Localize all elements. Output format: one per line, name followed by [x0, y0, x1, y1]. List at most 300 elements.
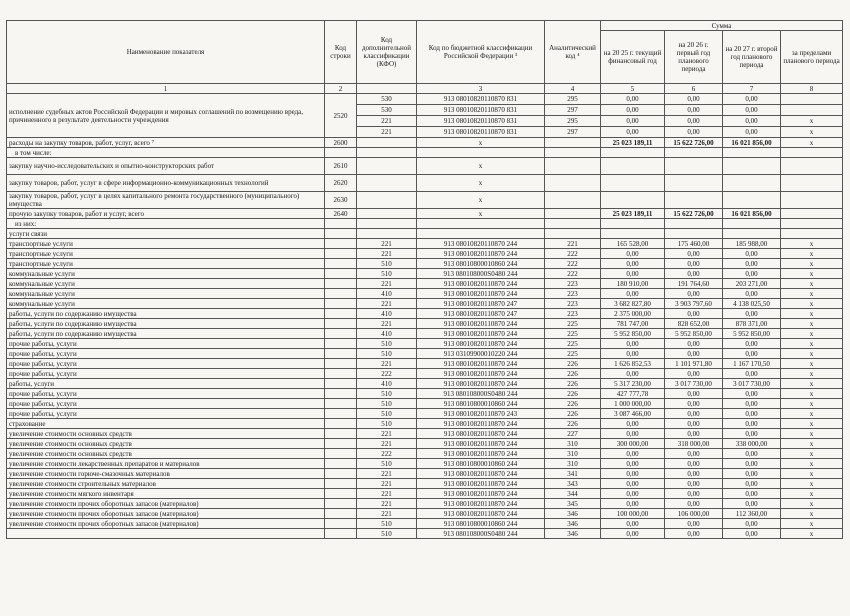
analytic-cell: 226 [545, 369, 601, 379]
table-row [7, 148, 843, 158]
table-row [7, 509, 843, 519]
column-number: 3 [417, 84, 545, 94]
year2-cell: 318 000,00 [665, 439, 723, 449]
year1-cell: 0,00 [601, 127, 665, 138]
row-name: работы, услуги по содержанию имущества [7, 319, 325, 329]
year2-cell: 106 000,00 [665, 509, 723, 519]
year3-cell: 0,00 [723, 459, 781, 469]
year1-cell: 3 682 827,80 [601, 299, 665, 309]
row-name: увеличение стоимости прочих оборотных запасов (материалов) [7, 499, 325, 509]
row-name: прочие работы, услуги [7, 359, 325, 369]
analytic-cell: 343 [545, 479, 601, 489]
analytic-cell: 222 [545, 249, 601, 259]
table-row [7, 249, 843, 259]
row-code [325, 359, 357, 369]
header-analytic: Аналитический код ⁴ [545, 21, 601, 84]
main-section [7, 138, 843, 239]
kfo-cell: 221 [357, 127, 417, 138]
bk-cell: 913 08010820110870 244 [417, 289, 545, 299]
kfo-cell: 510 [357, 339, 417, 349]
kfo-cell: 510 [357, 409, 417, 419]
table-row [7, 489, 843, 499]
table-row [7, 339, 843, 349]
row-name: увеличение стоимости основных средств [7, 429, 325, 439]
code-cell: 2600 [325, 138, 357, 148]
y4-cell [781, 192, 843, 209]
row-name: страхование [7, 419, 325, 429]
kfo-cell: 221 [357, 359, 417, 369]
year1-cell: 0,00 [601, 419, 665, 429]
analytic-cell: 226 [545, 359, 601, 369]
analytic-cell: 226 [545, 379, 601, 389]
table-row [7, 289, 843, 299]
year3-cell: 0,00 [723, 259, 781, 269]
table-row [7, 459, 843, 469]
bk-cell: 913 03109900010220 244 [417, 349, 545, 359]
year1-cell: 300 000,00 [601, 439, 665, 449]
analytic-cell: 345 [545, 499, 601, 509]
kfo-cell: 510 [357, 269, 417, 279]
kfo-cell: 510 [357, 389, 417, 399]
bk-cell [417, 148, 545, 158]
row-name: транспортные услуги [7, 239, 325, 249]
row-code [325, 449, 357, 459]
year2-cell: 0,00 [665, 529, 723, 539]
year2-cell: 828 652,00 [665, 319, 723, 329]
y1-cell: 25 023 189,11 [601, 209, 665, 219]
kfo-cell: 221 [357, 279, 417, 289]
year2-cell: 0,00 [665, 499, 723, 509]
y3-cell: 16 021 856,00 [723, 209, 781, 219]
kfo-cell: 221 [357, 239, 417, 249]
beyond-cell: х [781, 359, 843, 369]
row-name: закупку научно-исследовательских и опытно-конструкторских работ [7, 158, 325, 175]
analytic-cell: 346 [545, 519, 601, 529]
kfo-cell [357, 148, 417, 158]
year3-cell: 0,00 [723, 419, 781, 429]
table-row [7, 409, 843, 419]
year2-cell: 0,00 [665, 269, 723, 279]
row-name: закупку товаров, работ, услуг в целях капитального ремонта государственного (муниципального) имущества [7, 192, 325, 209]
bk-cell: 913 08010820110870 247 [417, 299, 545, 309]
code-cell: 2640 [325, 209, 357, 219]
header-kfo: Код дополнительной классификации (КФО) [357, 21, 417, 84]
analytic-cell: 225 [545, 319, 601, 329]
y4-cell [781, 148, 843, 158]
year3-cell: 0,00 [723, 499, 781, 509]
beyond-cell: х [781, 419, 843, 429]
row-name: прочую закупку товаров, работ и услуг, всего [7, 209, 325, 219]
row-name [7, 529, 325, 539]
table-row [7, 309, 843, 319]
y2-cell: 15 622 726,00 [665, 138, 723, 148]
row-code [325, 499, 357, 509]
row-code [325, 379, 357, 389]
code-cell: 2610 [325, 158, 357, 175]
kfo-cell: 510 [357, 349, 417, 359]
bk-cell: 913 08010820110870 244 [417, 379, 545, 389]
year1-cell: 0,00 [601, 249, 665, 259]
row-name: в том числе: [7, 148, 325, 158]
row-code [325, 259, 357, 269]
beyond-cell: х [781, 439, 843, 449]
table-row [7, 399, 843, 409]
kfo-cell: 410 [357, 329, 417, 339]
year1-cell: 0,00 [601, 429, 665, 439]
table-row [7, 94, 843, 105]
year2-cell: 0,00 [665, 127, 723, 138]
analytic-cell: 297 [545, 105, 601, 116]
table-row [7, 519, 843, 529]
year3-cell: 0,00 [723, 349, 781, 359]
kfo-cell [357, 219, 417, 229]
year3-cell: 0,00 [723, 105, 781, 116]
table-row [7, 299, 843, 309]
kfo-cell: 510 [357, 519, 417, 529]
row-code [325, 519, 357, 529]
row-name: увеличение стоимости лекарственных препаратов и материалов [7, 459, 325, 469]
y4-cell [781, 229, 843, 239]
y2-cell [665, 192, 723, 209]
row-name: увеличение стоимости прочих оборотных запасов (материалов) [7, 509, 325, 519]
year3-cell: 0,00 [723, 369, 781, 379]
kfo-cell: 410 [357, 379, 417, 389]
analytic-cell: 222 [545, 259, 601, 269]
year3-cell: 5 952 850,00 [723, 329, 781, 339]
y4-cell: х [781, 138, 843, 148]
table-row [7, 529, 843, 539]
y1-cell [601, 192, 665, 209]
year1-cell: 165 528,00 [601, 239, 665, 249]
kfo-cell: 221 [357, 499, 417, 509]
beyond-cell: х [781, 309, 843, 319]
year2-cell: 0,00 [665, 349, 723, 359]
year2-cell: 0,00 [665, 389, 723, 399]
year1-cell: 781 747,00 [601, 319, 665, 329]
beyond-cell: х [781, 499, 843, 509]
year2-cell: 0,00 [665, 289, 723, 299]
header-year2: на 20 26 г. первый год планового периода [665, 31, 723, 84]
kfo-cell: 510 [357, 419, 417, 429]
column-number: 1 [7, 84, 325, 94]
year3-cell: 0,00 [723, 116, 781, 127]
bk-cell: 913 08010820110870 244 [417, 439, 545, 449]
table-row [7, 319, 843, 329]
kfo-cell [357, 175, 417, 192]
beyond-cell: х [781, 339, 843, 349]
y1-cell [601, 175, 665, 192]
an-cell [545, 148, 601, 158]
table-row [7, 158, 843, 175]
beyond-cell: х [781, 379, 843, 389]
kfo-cell [357, 192, 417, 209]
y3-cell [723, 158, 781, 175]
header-year1: на 20 25 г. текущий финансовый год [601, 31, 665, 84]
year2-cell: 0,00 [665, 116, 723, 127]
year1-cell: 427 777,78 [601, 389, 665, 399]
code-cell [325, 229, 357, 239]
bk-cell: 913 08010820110870 244 [417, 499, 545, 509]
beyond-cell: х [781, 299, 843, 309]
y4-cell [781, 209, 843, 219]
analytic-cell: 226 [545, 419, 601, 429]
kfo-cell [357, 138, 417, 148]
table-row [7, 479, 843, 489]
kfo-cell: 410 [357, 309, 417, 319]
column-number [357, 84, 417, 94]
beyond-cell: х [781, 519, 843, 529]
table-row [7, 379, 843, 389]
row-name: коммунальные услуги [7, 269, 325, 279]
analytic-cell: 310 [545, 459, 601, 469]
year1-cell: 0,00 [601, 519, 665, 529]
year3-cell: 0,00 [723, 269, 781, 279]
bk-cell: 913 08010820110870 243 [417, 409, 545, 419]
analytic-cell: 226 [545, 389, 601, 399]
kfo-cell: 221 [357, 509, 417, 519]
year3-cell: 185 988,00 [723, 239, 781, 249]
year3-cell: 0,00 [723, 399, 781, 409]
year3-cell: 203 271,00 [723, 279, 781, 289]
budget-table [6, 20, 843, 539]
year2-cell: 3 903 797,60 [665, 299, 723, 309]
kfo-cell: 221 [357, 479, 417, 489]
year1-cell: 0,00 [601, 489, 665, 499]
beyond-cell: х [781, 289, 843, 299]
bk-cell: 913 08010820110870 244 [417, 239, 545, 249]
y1-cell [601, 219, 665, 229]
beyond-cell: х [781, 127, 843, 138]
row-code [325, 299, 357, 309]
beyond-cell: х [781, 329, 843, 339]
kfo-cell [357, 229, 417, 239]
beyond-cell: х [781, 389, 843, 399]
table-row [7, 209, 843, 219]
row-name: увеличение стоимости основных средств [7, 439, 325, 449]
beyond-cell: х [781, 459, 843, 469]
kfo-cell: 510 [357, 259, 417, 269]
bk-cell: х [417, 138, 545, 148]
row-name: увеличение стоимости мягкого инвентаря [7, 489, 325, 499]
year2-cell: 0,00 [665, 94, 723, 105]
column-numbers-row [7, 84, 843, 94]
year3-cell: 0,00 [723, 469, 781, 479]
bk-cell: 913 08010820110870 244 [417, 369, 545, 379]
an-cell [545, 219, 601, 229]
row-code [325, 419, 357, 429]
header-bk: Код по бюджетной классификации Российской Федерации ³ [417, 21, 545, 84]
bk-cell: 913 08010820110870 831 [417, 127, 545, 138]
kfo-cell: 221 [357, 299, 417, 309]
analytic-cell: 310 [545, 449, 601, 459]
beyond-cell: х [781, 249, 843, 259]
analytic-cell: 310 [545, 439, 601, 449]
beyond-cell: х [781, 489, 843, 499]
kfo-cell: 530 [357, 94, 417, 105]
year1-cell: 0,00 [601, 94, 665, 105]
year2-cell: 5 952 850,00 [665, 329, 723, 339]
bk-cell: 913 08010820110870 247 [417, 309, 545, 319]
analytic-cell: 223 [545, 309, 601, 319]
year3-cell: 0,00 [723, 289, 781, 299]
row-code [325, 319, 357, 329]
table-row [7, 499, 843, 509]
kfo-cell [357, 209, 417, 219]
bk-cell: 913 08010820110870 244 [417, 479, 545, 489]
year2-cell: 0,00 [665, 249, 723, 259]
an-cell [545, 158, 601, 175]
year1-cell: 0,00 [601, 479, 665, 489]
row-name: прочие работы, услуги [7, 339, 325, 349]
bk-cell [417, 219, 545, 229]
table-row [7, 349, 843, 359]
beyond-cell [781, 105, 843, 116]
year3-cell: 338 000,00 [723, 439, 781, 449]
year2-cell: 0,00 [665, 409, 723, 419]
row-code [325, 249, 357, 259]
beyond-cell: х [781, 509, 843, 519]
table-row [7, 449, 843, 459]
beyond-cell: х [781, 449, 843, 459]
year2-cell: 1 101 971,80 [665, 359, 723, 369]
kfo-cell: 221 [357, 469, 417, 479]
y4-cell [781, 158, 843, 175]
kfo-cell: 510 [357, 529, 417, 539]
kfo-cell [357, 158, 417, 175]
beyond-cell: х [781, 269, 843, 279]
row-name: коммунальные услуги [7, 289, 325, 299]
kfo-cell: 221 [357, 249, 417, 259]
analytic-cell: 297 [545, 127, 601, 138]
analytic-cell: 227 [545, 429, 601, 439]
row-code [325, 329, 357, 339]
bk-cell: 913 08010820110870 244 [417, 249, 545, 259]
year2-cell: 0,00 [665, 339, 723, 349]
year2-cell: 0,00 [665, 459, 723, 469]
beyond-cell: х [781, 349, 843, 359]
header-beyond: за пределами планового периода [781, 31, 843, 84]
analytic-cell: 295 [545, 94, 601, 105]
year2-cell: 0,00 [665, 369, 723, 379]
row-code [325, 279, 357, 289]
analytic-cell: 226 [545, 399, 601, 409]
year1-cell: 5 952 850,00 [601, 329, 665, 339]
year1-cell: 0,00 [601, 459, 665, 469]
column-number: 5 [601, 84, 665, 94]
row-name: закупку товаров, работ, услуг в сфере информационно-коммуникационных технологий [7, 175, 325, 192]
table-row [7, 369, 843, 379]
row-name: увеличение стоимости основных средств [7, 449, 325, 459]
row-name: увеличение стоимости горюче-смазочных материалов [7, 469, 325, 479]
table-row [7, 359, 843, 369]
row-code [325, 339, 357, 349]
code-cell: 2630 [325, 192, 357, 209]
bk-cell: 913 08010820110870 244 [417, 339, 545, 349]
year3-cell: 0,00 [723, 479, 781, 489]
an-cell [545, 175, 601, 192]
row-name: прочие работы, услуги [7, 399, 325, 409]
beyond-cell: х [781, 399, 843, 409]
y2-cell [665, 229, 723, 239]
kfo-cell: 221 [357, 439, 417, 449]
court-section [7, 94, 843, 138]
budget-table-page [6, 20, 842, 539]
y2-cell [665, 175, 723, 192]
row-name: расходы на закупку товаров, работ, услуг, всего ⁷ [7, 138, 325, 148]
year1-cell: 2 375 000,00 [601, 309, 665, 319]
column-number: 4 [545, 84, 601, 94]
row-code [325, 309, 357, 319]
y4-cell [781, 219, 843, 229]
analytic-cell: 223 [545, 279, 601, 289]
bk-cell: х [417, 209, 545, 219]
year3-cell: 0,00 [723, 94, 781, 105]
analytic-cell: 225 [545, 349, 601, 359]
bk-cell: 913 08010820110870 831 [417, 94, 545, 105]
beyond-cell: х [781, 319, 843, 329]
header-year3: на 20 27 г. второй год планового периода [723, 31, 781, 84]
y2-cell [665, 148, 723, 158]
kfo-cell: 510 [357, 399, 417, 409]
table-row [7, 429, 843, 439]
year3-cell: 0,00 [723, 519, 781, 529]
row-name: прочие работы, услуги [7, 349, 325, 359]
kfo-cell: 221 [357, 116, 417, 127]
y3-cell [723, 229, 781, 239]
analytic-cell: 344 [545, 489, 601, 499]
row-name: увеличение стоимости прочих оборотных запасов (материалов) [7, 519, 325, 529]
an-cell [545, 138, 601, 148]
year1-cell: 100 000,00 [601, 509, 665, 519]
row-code: 2520 [325, 94, 357, 138]
kfo-cell: 221 [357, 429, 417, 439]
year2-cell: 0,00 [665, 429, 723, 439]
row-code [325, 479, 357, 489]
bk-cell: х [417, 175, 545, 192]
bk-cell [417, 229, 545, 239]
an-cell [545, 229, 601, 239]
row-name: исполнение судебных актов Российской Федерации и мировых соглашений по возмещению вреда, причиненного в результате деятельности учреждения [7, 94, 325, 138]
beyond-cell: х [781, 429, 843, 439]
beyond-cell: х [781, 469, 843, 479]
code-cell: 2620 [325, 175, 357, 192]
table-row [7, 138, 843, 148]
year1-cell: 0,00 [601, 116, 665, 127]
y3-cell [723, 219, 781, 229]
kfo-cell: 221 [357, 489, 417, 499]
year3-cell: 1 167 170,50 [723, 359, 781, 369]
row-code [325, 289, 357, 299]
row-code [325, 389, 357, 399]
year3-cell: 0,00 [723, 429, 781, 439]
bk-cell: 913 08010820110870 244 [417, 489, 545, 499]
year2-cell: 0,00 [665, 309, 723, 319]
beyond-cell: х [781, 409, 843, 419]
table-row [7, 439, 843, 449]
beyond-cell: х [781, 479, 843, 489]
year3-cell: 0,00 [723, 309, 781, 319]
year3-cell: 0,00 [723, 409, 781, 419]
kfo-cell: 222 [357, 449, 417, 459]
year1-cell: 3 087 466,00 [601, 409, 665, 419]
bk-cell: 913 08010820110870 831 [417, 105, 545, 116]
year2-cell: 0,00 [665, 479, 723, 489]
header-sum: Сумма [601, 21, 843, 31]
year2-cell: 191 764,60 [665, 279, 723, 289]
y4-cell [781, 175, 843, 192]
year1-cell: 5 317 230,00 [601, 379, 665, 389]
row-code [325, 529, 357, 539]
